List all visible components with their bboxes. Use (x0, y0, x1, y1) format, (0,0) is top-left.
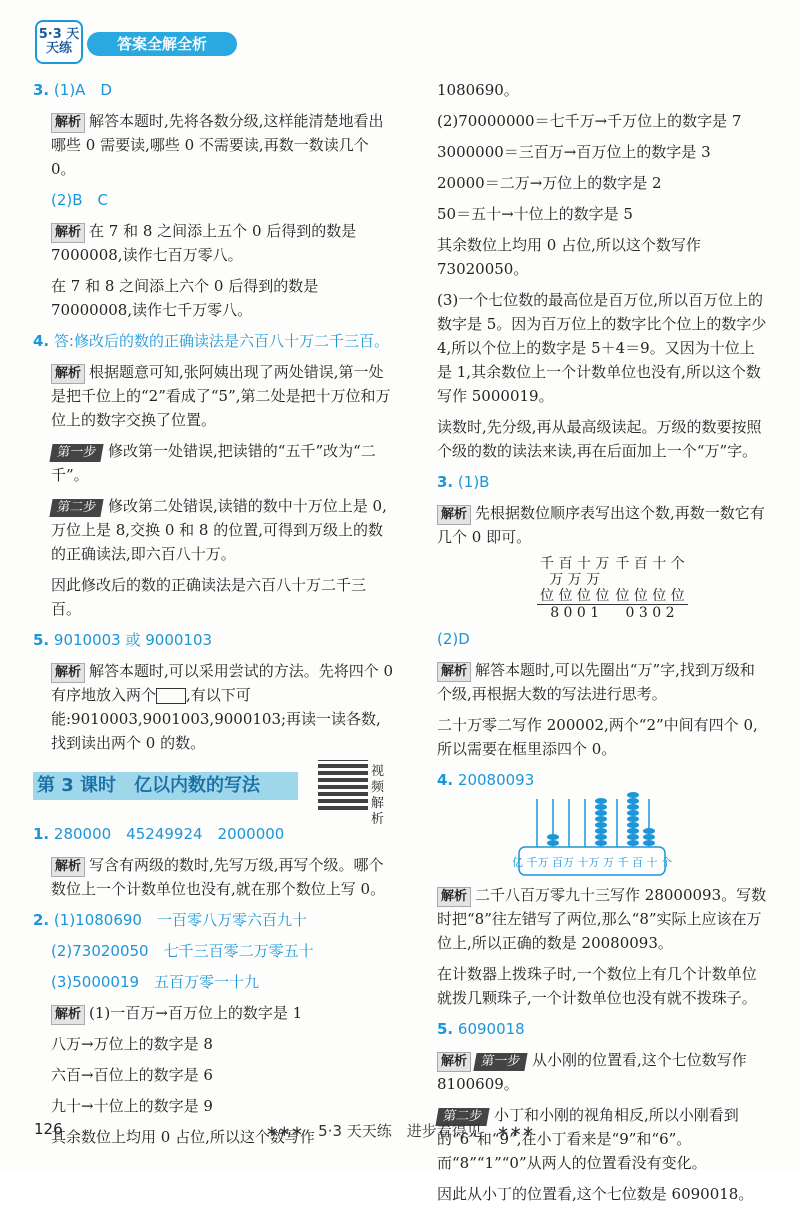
step-text: 小丁和小刚的视角相反,所以小刚看到的“6”和“9”,在小丁看来是“9”和“6”。而“8”“1”“0”从两人的位置看没有变化。 (437, 1106, 739, 1172)
analysis-text: 在计数器上拨珠子时,一个数位上有几个计数单位就拨几颗珠子,一个计数单位也没有就不拨珠子。 (437, 965, 757, 1007)
analysis-text: 解答本题时,可以先圈出“万”字,找到万级和个级,再根据大数的写法进行思考。 (437, 661, 755, 703)
analysis-text: ,有以下可能:9010003,9001003,9000103;再读一读各数,找到读出两个 0 的数。 (51, 686, 381, 752)
analysis-tag: 解析 (437, 505, 471, 525)
analysis-tag: 解析 (437, 887, 471, 907)
answer: (2)D (437, 630, 470, 648)
analysis-tag: 解析 (51, 663, 85, 683)
step-text: 修改第二处错误,读错的数中十万位上是 0,万位上是 8,交换 0 和 8 的位置,可得到万级上的数的正确读法,即六百八十万。 (51, 497, 387, 563)
lesson-title: 第 3 课时 亿以内数的写法 (33, 772, 298, 800)
analysis-text: 在 7 和 8 之间添上六个 0 后得到的数是 70000008,读作七千万零八。 (51, 277, 319, 319)
answer: (3)5000019 五百万零一十九 (51, 973, 260, 991)
footer (0, 1120, 800, 1150)
pv-head: 千 百 十 万 (540, 556, 610, 572)
abacus-svg (512, 797, 672, 879)
answer: (1)1080690 一百零八万零六百九十 (53, 911, 307, 929)
pv-head: 万 万 万 (549, 572, 601, 588)
analysis-text: 其余数位上均用 0 占位,所以这个数写作 (51, 1128, 315, 1146)
analysis-text: (3)一个七位数的最高位是百万位,所以百万位上的数字是 5。因为百万位上的数字比个位上的数字少 4,所以个位上的数字是 5＋4＝9。又因为十位上是 1,其余数位上一个计数单位也没有,所以这个数写作 5000019。 (437, 291, 767, 405)
answer: 6090018 (457, 1020, 525, 1038)
analysis-tag: 解析 (437, 1052, 471, 1072)
answer: (1)B (457, 473, 490, 491)
analysis-text: 八万→万位上的数字是 8 (51, 1035, 213, 1053)
answer: (1)A D (53, 81, 112, 99)
answer: (2)B C (51, 191, 109, 209)
analysis-text: 50＝五十→十位上的数字是 5 (437, 205, 633, 223)
question-number: 3. (437, 473, 454, 491)
answer: 20080093 (457, 771, 535, 789)
right-column (437, 78, 767, 1213)
page-number: 126 (34, 1120, 63, 1138)
conclusion-text: 因此从小丁的位置看,这个七位数是 6090018。 (437, 1185, 754, 1203)
analysis-tag: 解析 (51, 364, 85, 384)
analysis-text: 先根据数位顺序表写出这个数,再数一数它有几个 0 即可。 (437, 504, 765, 546)
analysis-text: 解答本题时,可以采用尝试的方法。先将四个 0 有序地放入两个 (51, 662, 394, 704)
analysis-text: 写含有两级的数时,先写万级,再写个级。哪个数位上一个计数单位也没有,就在那个数位上写 0。 (51, 856, 386, 898)
analysis-text: 根据题意可知,张阿姨出现了两处错误,第一处是把千位上的“2”看成了“5”,第二处是把十万位和万位上的数字交换了位置。 (51, 363, 391, 429)
analysis-text: 读数时,先分级,再从最高级读起。万级的数要按照个级的数的读法来读,再在后面加上一个“万”字。 (437, 418, 762, 460)
pv-digits: 8 0 0 1 (550, 605, 600, 621)
pv-wei: 位 位 位 位 (615, 588, 685, 604)
abacus-diagram (512, 797, 672, 879)
blank-box (156, 688, 186, 704)
answer: 答:修改后的数的正确读法是六百八十万二千三百。 (53, 332, 389, 350)
step-tag: 第一步 (49, 444, 103, 462)
continuation-text: 1080690。 (437, 81, 519, 99)
header-badge: 答案全解全析 (87, 32, 237, 56)
analysis-text: 其余数位上均用 0 占位,所以这个数写作 73020050。 (437, 236, 701, 278)
left-column-lower (33, 822, 395, 1156)
question-number: 4. (33, 332, 50, 350)
analysis-text: 二十万零二写作 200002,两个“2”中间有四个 0,所以需要在框里添四个 0。 (437, 716, 758, 758)
answer: 280000 45249924 2000000 (53, 825, 285, 843)
analysis-tag: 解析 (51, 113, 85, 133)
video-analysis-label[interactable]: 视频解析 (371, 764, 385, 827)
qr-code-icon[interactable] (318, 760, 368, 810)
pv-wei: 位 位 位 位 (540, 588, 610, 604)
question-number: 4. (437, 771, 454, 789)
answer: (2)73020050 七千三百零二万零五十 (51, 942, 314, 960)
footer-slogan: ∗∗∗ 5·3 天天练 进步看得见 ∗∗∗ (265, 1122, 535, 1140)
analysis-text: (2)70000000＝七千万→千万位上的数字是 7 (437, 112, 742, 130)
step-tag: 第二步 (435, 1108, 489, 1126)
analysis-text: 解答本题时,先将各数分级,这样能清楚地看出哪些 0 需要读,哪些 0 不需要读,再数一数读几个 0。 (51, 112, 384, 178)
place-value-table (537, 556, 688, 621)
analysis-tag: 解析 (51, 857, 85, 877)
question-number: 5. (33, 631, 50, 649)
analysis-text: 六百→百位上的数字是 6 (51, 1066, 213, 1084)
pv-head: 千 百 十 个 (615, 556, 685, 572)
analysis-text: 二千八百万零九十三写作 28000093。写数时把“8”往左错写了两位,那么“8”实际上应该在万位上,所以正确的数是 20080093。 (437, 886, 767, 952)
analysis-text: 九十→十位上的数字是 9 (51, 1097, 213, 1115)
step-tag: 第二步 (49, 499, 103, 517)
step-text: 修改第一处错误,把读错的“五千”改为“二千”。 (51, 442, 376, 484)
brand-logo: 5·3 天天练 (35, 20, 83, 64)
left-column (33, 78, 395, 762)
analysis-tag: 解析 (51, 223, 85, 243)
answer: 9010003 或 9000103 (53, 631, 213, 649)
step-text: 从小刚的位置看,这个七位数写作 8100609。 (437, 1051, 747, 1093)
question-number: 5. (437, 1020, 454, 1038)
analysis-text: 在 7 和 8 之间添上五个 0 后得到的数是 7000008,读作七百万零八。 (51, 222, 357, 264)
analysis-tag: 解析 (51, 1005, 85, 1025)
abacus-labels: 亿 千万 百万 十万 万 千 百 十 个 (512, 856, 672, 869)
step-tag: 第一步 (473, 1053, 527, 1071)
analysis-text: 3000000＝三百万→百万位上的数字是 3 (437, 143, 711, 161)
question-number: 1. (33, 825, 50, 843)
analysis-tag: 解析 (437, 662, 471, 682)
analysis-text: (1)一百万→百万位上的数字是 1 (89, 1004, 303, 1022)
analysis-text: 20000＝二万→万位上的数字是 2 (437, 174, 662, 192)
pv-digits: 0 3 0 2 (625, 605, 675, 621)
conclusion-text: 因此修改后的数的正确读法是六百八十万二千三百。 (51, 576, 367, 618)
question-number: 2. (33, 911, 50, 929)
question-number: 3. (33, 81, 50, 99)
